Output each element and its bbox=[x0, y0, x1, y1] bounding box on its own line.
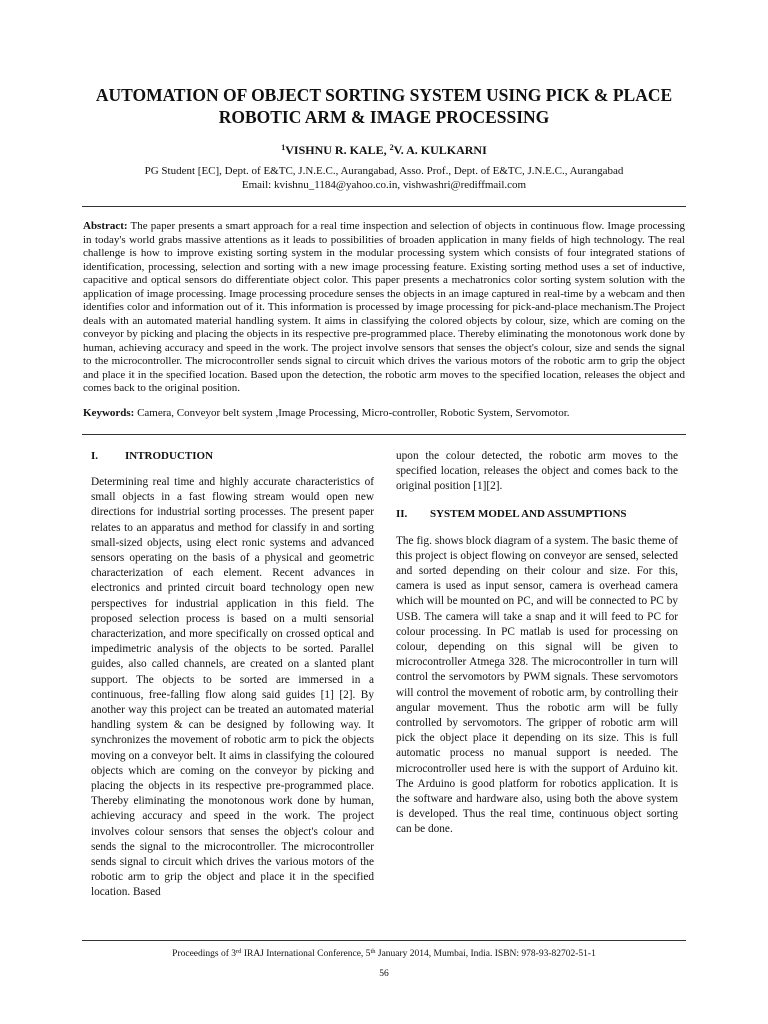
keywords-label: Keywords: bbox=[83, 407, 135, 419]
author-line bbox=[80, 140, 688, 158]
author-2-name: V. A. KULKARNI bbox=[393, 143, 487, 157]
footer-text-3: January 2014, Mumbai, India. ISBN: 978-93-82702-51-1 bbox=[375, 949, 596, 959]
author-1-name: VISHNU R. KALE, bbox=[285, 143, 390, 157]
right-column bbox=[396, 449, 678, 838]
intro-paragraph: Determining real time and highly accurate characteristics of small objects in a fast flowing stream would open new directions for industrial sorting processes. The present paper relates to an apparatus and method for classify in and sorting small-sized objects, using elect ronic systems and advanced sensors operating on the basis of a physical and geometric characterization of each element. Recent advances in electronics and printed circuit board technology open new perspectives for industrial application in this field. The proposed selection process is based on a multi sensorial characterization, and more specifically on crossed optical and impedimetric analysis of the objects to be sorted. Parallel guides, also called channels, are created on a slanted plant support. The objects to be sorted are immersed in a continuous, free-falling flow along said guides [1] [2]. By another way this project can be treated an automated material handling system & can be designed by following way. It synchronizes the movement of robotic arm to pick the objects moving on a conveyor belt. It aims in classifying the coloured objects which are coming on the conveyor by picking and placing the objects in its respective pre-programmed place. Thereby eliminating the monotonous work done by human, achieving accuracy and speed in the work. The project involves colour sensors that senses the object's colour and sends the signal to the microcontroller. The microcontroller sends signal to circuit which drives the various motors of the robotic arm to grip the object and place it in the specified location. Based bbox=[91, 476, 374, 899]
section-2-heading bbox=[396, 507, 678, 522]
section-2-paragraph: The fig. shows block diagram of a system. The basic theme of this project is object flowing on conveyor are sensed, selected and sorted depending on their colour and size. For this, camera is used as input sensor, camera is overhead camera which will be mounted on PC, and will be connected to PC by USB. The camera will take a snap and it will feed to PC for colour processing. In PC matlab is used for processing on colour, depending on this signal will be given to microcontroller Atmega 328. The microcontroller in turn will control the servomotors by PWM signals. These servomotors will control the movement of robotic arm, by controlling their angular movement. Thus the robotic arm will be fully controlled by servomotors. The gripper of robotic arm will pick the object place it depending on its size. This is full automatic process no manual support is needed. The microcontroller used here is with the support of Arduino kit. The Arduino is good platform for robotics application. It is the software and hardware also, using both the above system is developed. Thus the real time, continuous object sorting can be done. bbox=[396, 534, 678, 836]
author-2-affil-mark: 2 bbox=[389, 143, 394, 152]
section-1-number: I. bbox=[91, 450, 99, 462]
paper-title: AUTOMATION OF OBJECT SORTING SYSTEM USING PICK & PLACE ROBOTIC ARM & IMAGE PROCESSING bbox=[95, 85, 673, 127]
section-1-heading bbox=[91, 449, 374, 464]
proceedings-footer bbox=[80, 946, 688, 960]
footer-text-1: Proceedings of 3 bbox=[172, 949, 237, 959]
abstract-text: The paper presents a smart approach for a real time inspection and selection of objects in continuous flow. Image processing in today's world grabs massive attentions as it leads to possibilities of broaden application in many fields of high technology. The real challenge is how to improve existing sorting system in the modular processing system which consists of four integrated stations of identification, processing, selection and sorting with a new image processing feature. Existing sorting method uses a set of inductive, capacitive and optical sensors do differentiate object color. This paper presents a mechatronics color sorting system solution with the application of image processing. Image processing procedure senses the objects in an image captured in real-time by a webcam and then identifies color and information out of it. This information is processed by image processing for pick-and-place mechanism.The Project deals with an automated material handling system. It aims in classifying the colored objects by colour, size, which are coming on the conveyor by picking and placing the objects in its respective pre-programmed place. Thereby eliminating the monotonous work done by human, achieving accuracy and speed in the work. The project involve sensors that senses the object's colour, size and sends the signal to the microcontroller. The microcontroller sends signal to circuit which drives the various motors of the robotic arm to grip the object and place it in the specified location. Based upon the detection, the robotic arm moves to the specified location, releases the object and comes back to the original position. bbox=[83, 220, 685, 394]
footer-sup-1: rd bbox=[236, 948, 242, 955]
abstract-top-divider bbox=[82, 206, 686, 207]
keywords-text: Camera, Conveyor belt system ,Image Processing, Micro-controller, Robotic System, Servomotor. bbox=[134, 407, 570, 419]
section-2-number: II. bbox=[396, 507, 408, 520]
abstract bbox=[83, 220, 685, 396]
email-line: Email: kvishnu_1184@yahoo.co.in, vishwashri@rediffmail.com bbox=[241, 179, 527, 191]
section-2-title: SYSTEM MODEL AND ASSUMPTIONS bbox=[430, 507, 627, 520]
left-column bbox=[91, 449, 374, 901]
footer-sup-2: th bbox=[370, 948, 376, 955]
footer-text-2: IRAJ International Conference, 5 bbox=[241, 949, 371, 959]
intro-continuation: upon the colour detected, the robotic arm moves to the specified location, releases the object and comes back to the original position [1][2]. bbox=[396, 450, 678, 493]
page-number: 56 bbox=[379, 969, 389, 979]
affiliation-block bbox=[80, 164, 688, 192]
section-1-title: INTRODUCTION bbox=[125, 450, 214, 462]
footer-divider bbox=[82, 940, 686, 941]
author-1-affil-mark: 1 bbox=[281, 143, 286, 152]
affiliation-line: PG Student [EC], Dept. of E&TC, J.N.E.C., Aurangabad, Asso. Prof., Dept. of E&TC, J.N.E.C., Aurangabad bbox=[144, 165, 624, 177]
abstract-bottom-divider bbox=[82, 434, 686, 435]
abstract-label: Abstract: bbox=[83, 220, 128, 232]
keywords bbox=[83, 406, 685, 420]
